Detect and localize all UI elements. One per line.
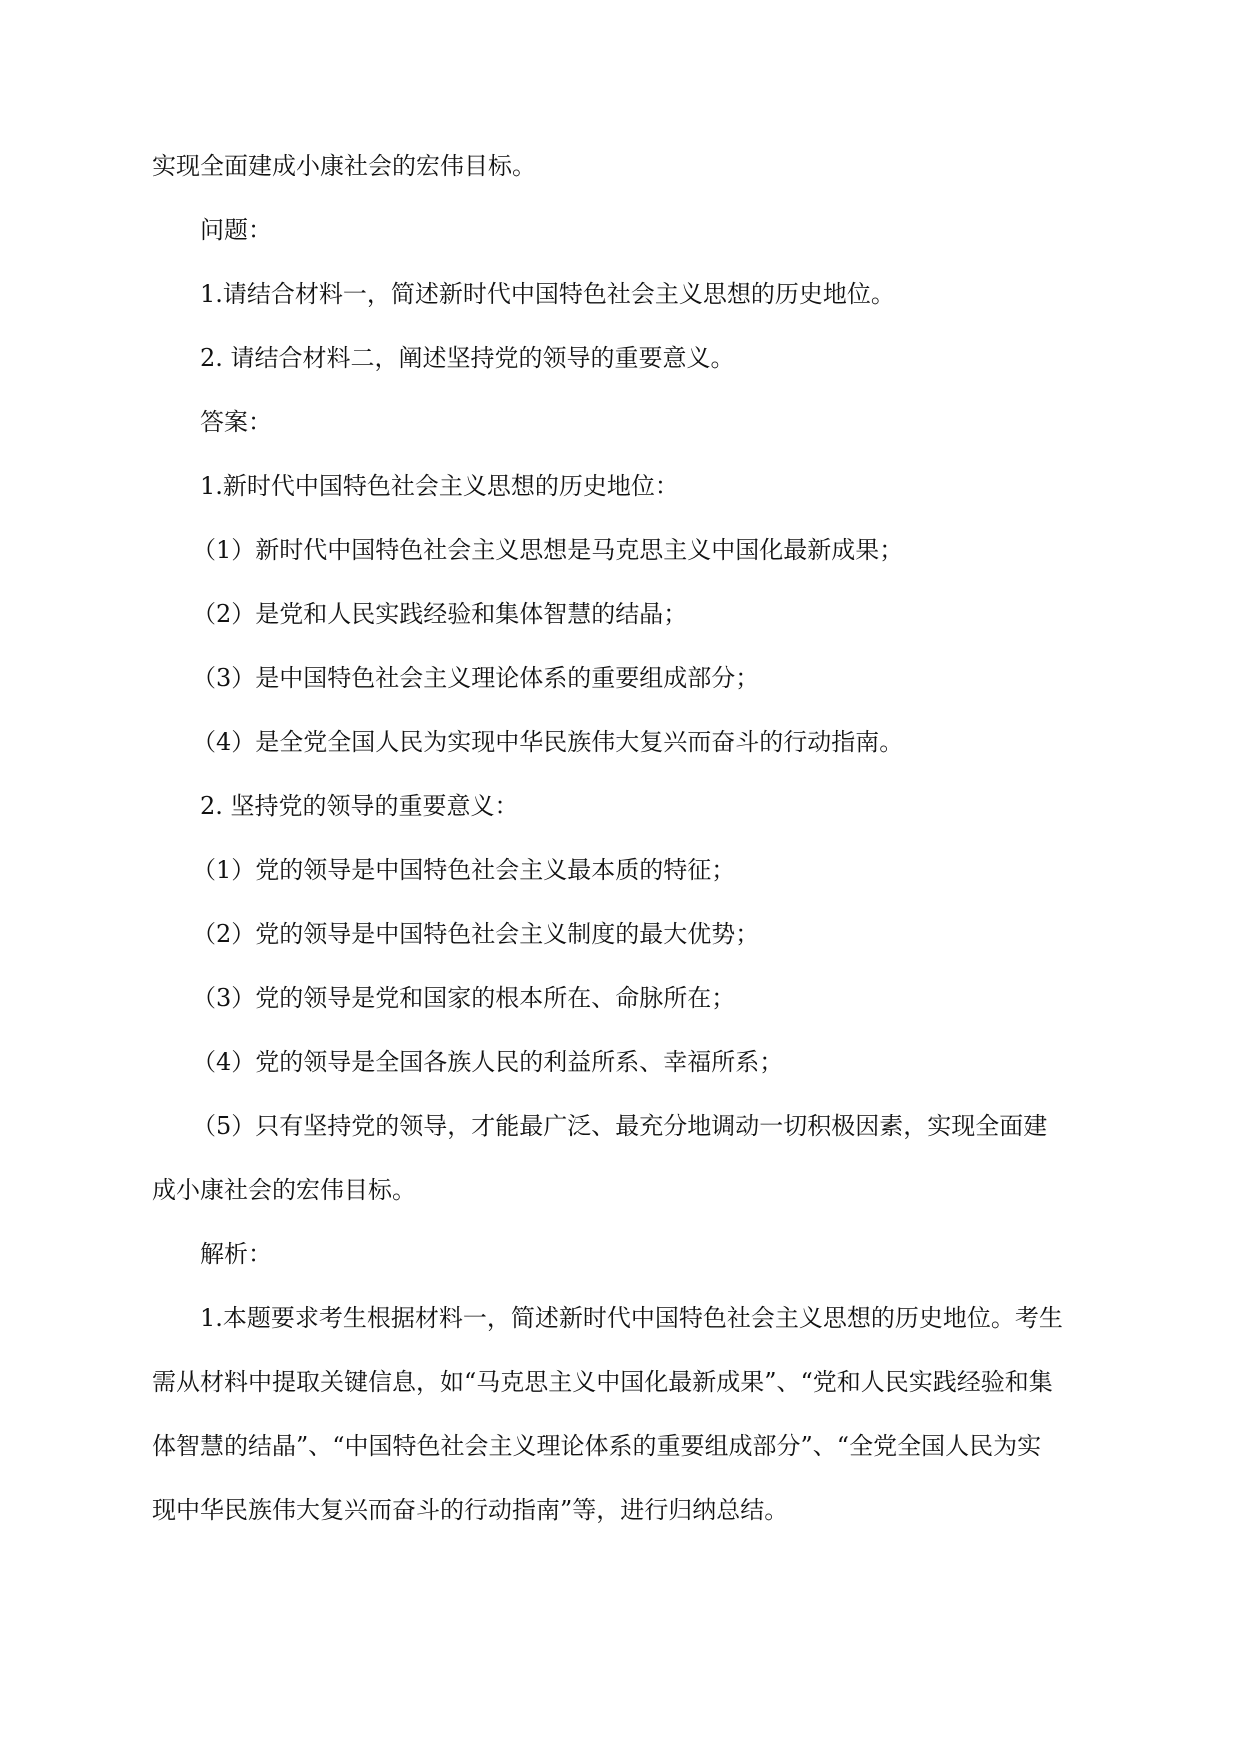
document-body bbox=[152, 134, 1092, 1542]
answer-2-item: （4）党的领导是全国各族人民的利益所系、幸福所系； bbox=[192, 1048, 784, 1076]
answer-2-item: （1）党的领导是中国特色社会主义最本质的特征； bbox=[192, 856, 736, 884]
answer-1-heading: 1.新时代中国特色社会主义思想的历史地位： bbox=[200, 472, 679, 500]
answer-1-item: （2）是党和人民实践经验和集体智慧的结晶； bbox=[192, 600, 688, 628]
paragraph-line: 实现全面建成小康社会的宏伟目标。 bbox=[152, 152, 536, 180]
answer-2-item: （2）党的领导是中国特色社会主义制度的最大优势； bbox=[192, 920, 760, 948]
answer-2-item-continuation: 成小康社会的宏伟目标。 bbox=[152, 1176, 416, 1204]
section-heading-answer: 答案： bbox=[200, 408, 272, 436]
analysis-paragraph-line: 体智慧的结晶”、“中国特色社会主义理论体系的重要组成部分”、“全党全国人民为实 bbox=[152, 1432, 1042, 1460]
question-2: 2. 请结合材料二，阐述坚持党的领导的重要意义。 bbox=[200, 344, 735, 372]
answer-2-heading: 2. 坚持党的领导的重要意义： bbox=[200, 792, 519, 820]
section-heading-analysis: 解析： bbox=[200, 1240, 272, 1268]
answer-2-item: （3）党的领导是党和国家的根本所在、命脉所在； bbox=[192, 984, 736, 1012]
analysis-paragraph-line: 现中华民族伟大复兴而奋斗的行动指南”等，进行归纳总结。 bbox=[152, 1496, 789, 1524]
answer-1-item: （4）是全党全国人民为实现中华民族伟大复兴而奋斗的行动指南。 bbox=[192, 728, 904, 756]
section-heading-question: 问题： bbox=[200, 216, 272, 244]
analysis-paragraph-line: 1.本题要求考生根据材料一，简述新时代中国特色社会主义思想的历史地位。考生 bbox=[200, 1304, 1063, 1332]
answer-1-item: （1）新时代中国特色社会主义思想是马克思主义中国化最新成果； bbox=[192, 536, 904, 564]
analysis-paragraph-line: 需从材料中提取关键信息，如“马克思主义中国化最新成果”、“党和人民实践经验和集 bbox=[152, 1368, 1053, 1396]
answer-1-item: （3）是中国特色社会主义理论体系的重要组成部分； bbox=[192, 664, 760, 692]
answer-2-item: （5）只有坚持党的领导，才能最广泛、最充分地调动一切积极因素，实现全面建 bbox=[192, 1112, 1048, 1140]
question-1: 1.请结合材料一，简述新时代中国特色社会主义思想的历史地位。 bbox=[200, 280, 895, 308]
